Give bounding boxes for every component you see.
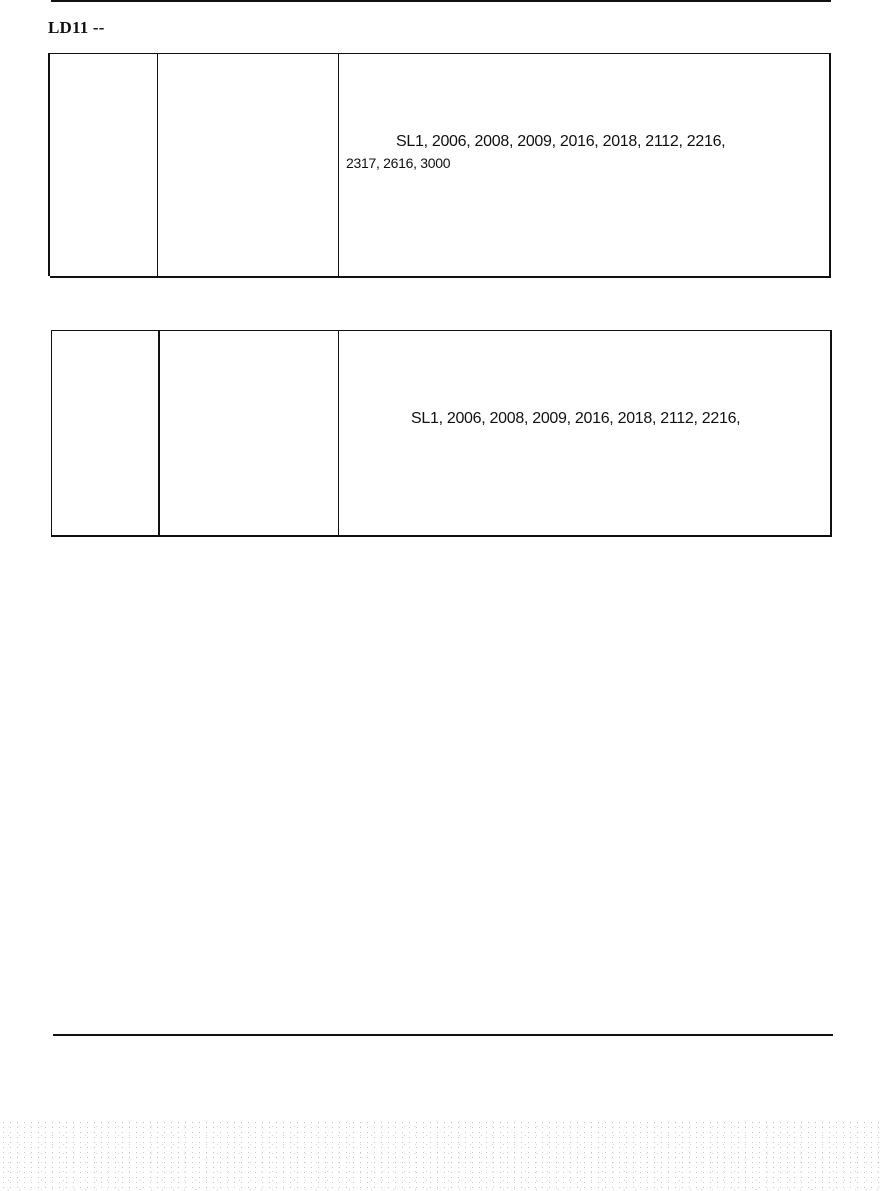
table-2-line-1: SL1, 2006, 2008, 2009, 2016, 2018, 2112, 2216, <box>411 410 741 427</box>
first-table <box>50 53 831 278</box>
scan-noise <box>0 1120 880 1191</box>
table-left-border <box>51 330 52 535</box>
page-heading: LD11 -- <box>48 18 105 37</box>
top-rule <box>51 0 831 2</box>
column-divider-2 <box>338 330 339 535</box>
second-table <box>51 330 832 537</box>
table-top-border <box>51 330 830 331</box>
table-top-border <box>50 53 829 54</box>
column-divider-1 <box>157 53 158 276</box>
table-1-line-1: SL1, 2006, 2008, 2009, 2016, 2018, 2112, 2216, <box>396 133 726 150</box>
table-1-line-2: 2317, 2616, 3000 <box>346 155 451 171</box>
bottom-rule <box>53 1034 833 1036</box>
table-left-border <box>48 53 50 276</box>
column-divider-1 <box>158 330 160 535</box>
column-divider-2 <box>338 53 339 276</box>
